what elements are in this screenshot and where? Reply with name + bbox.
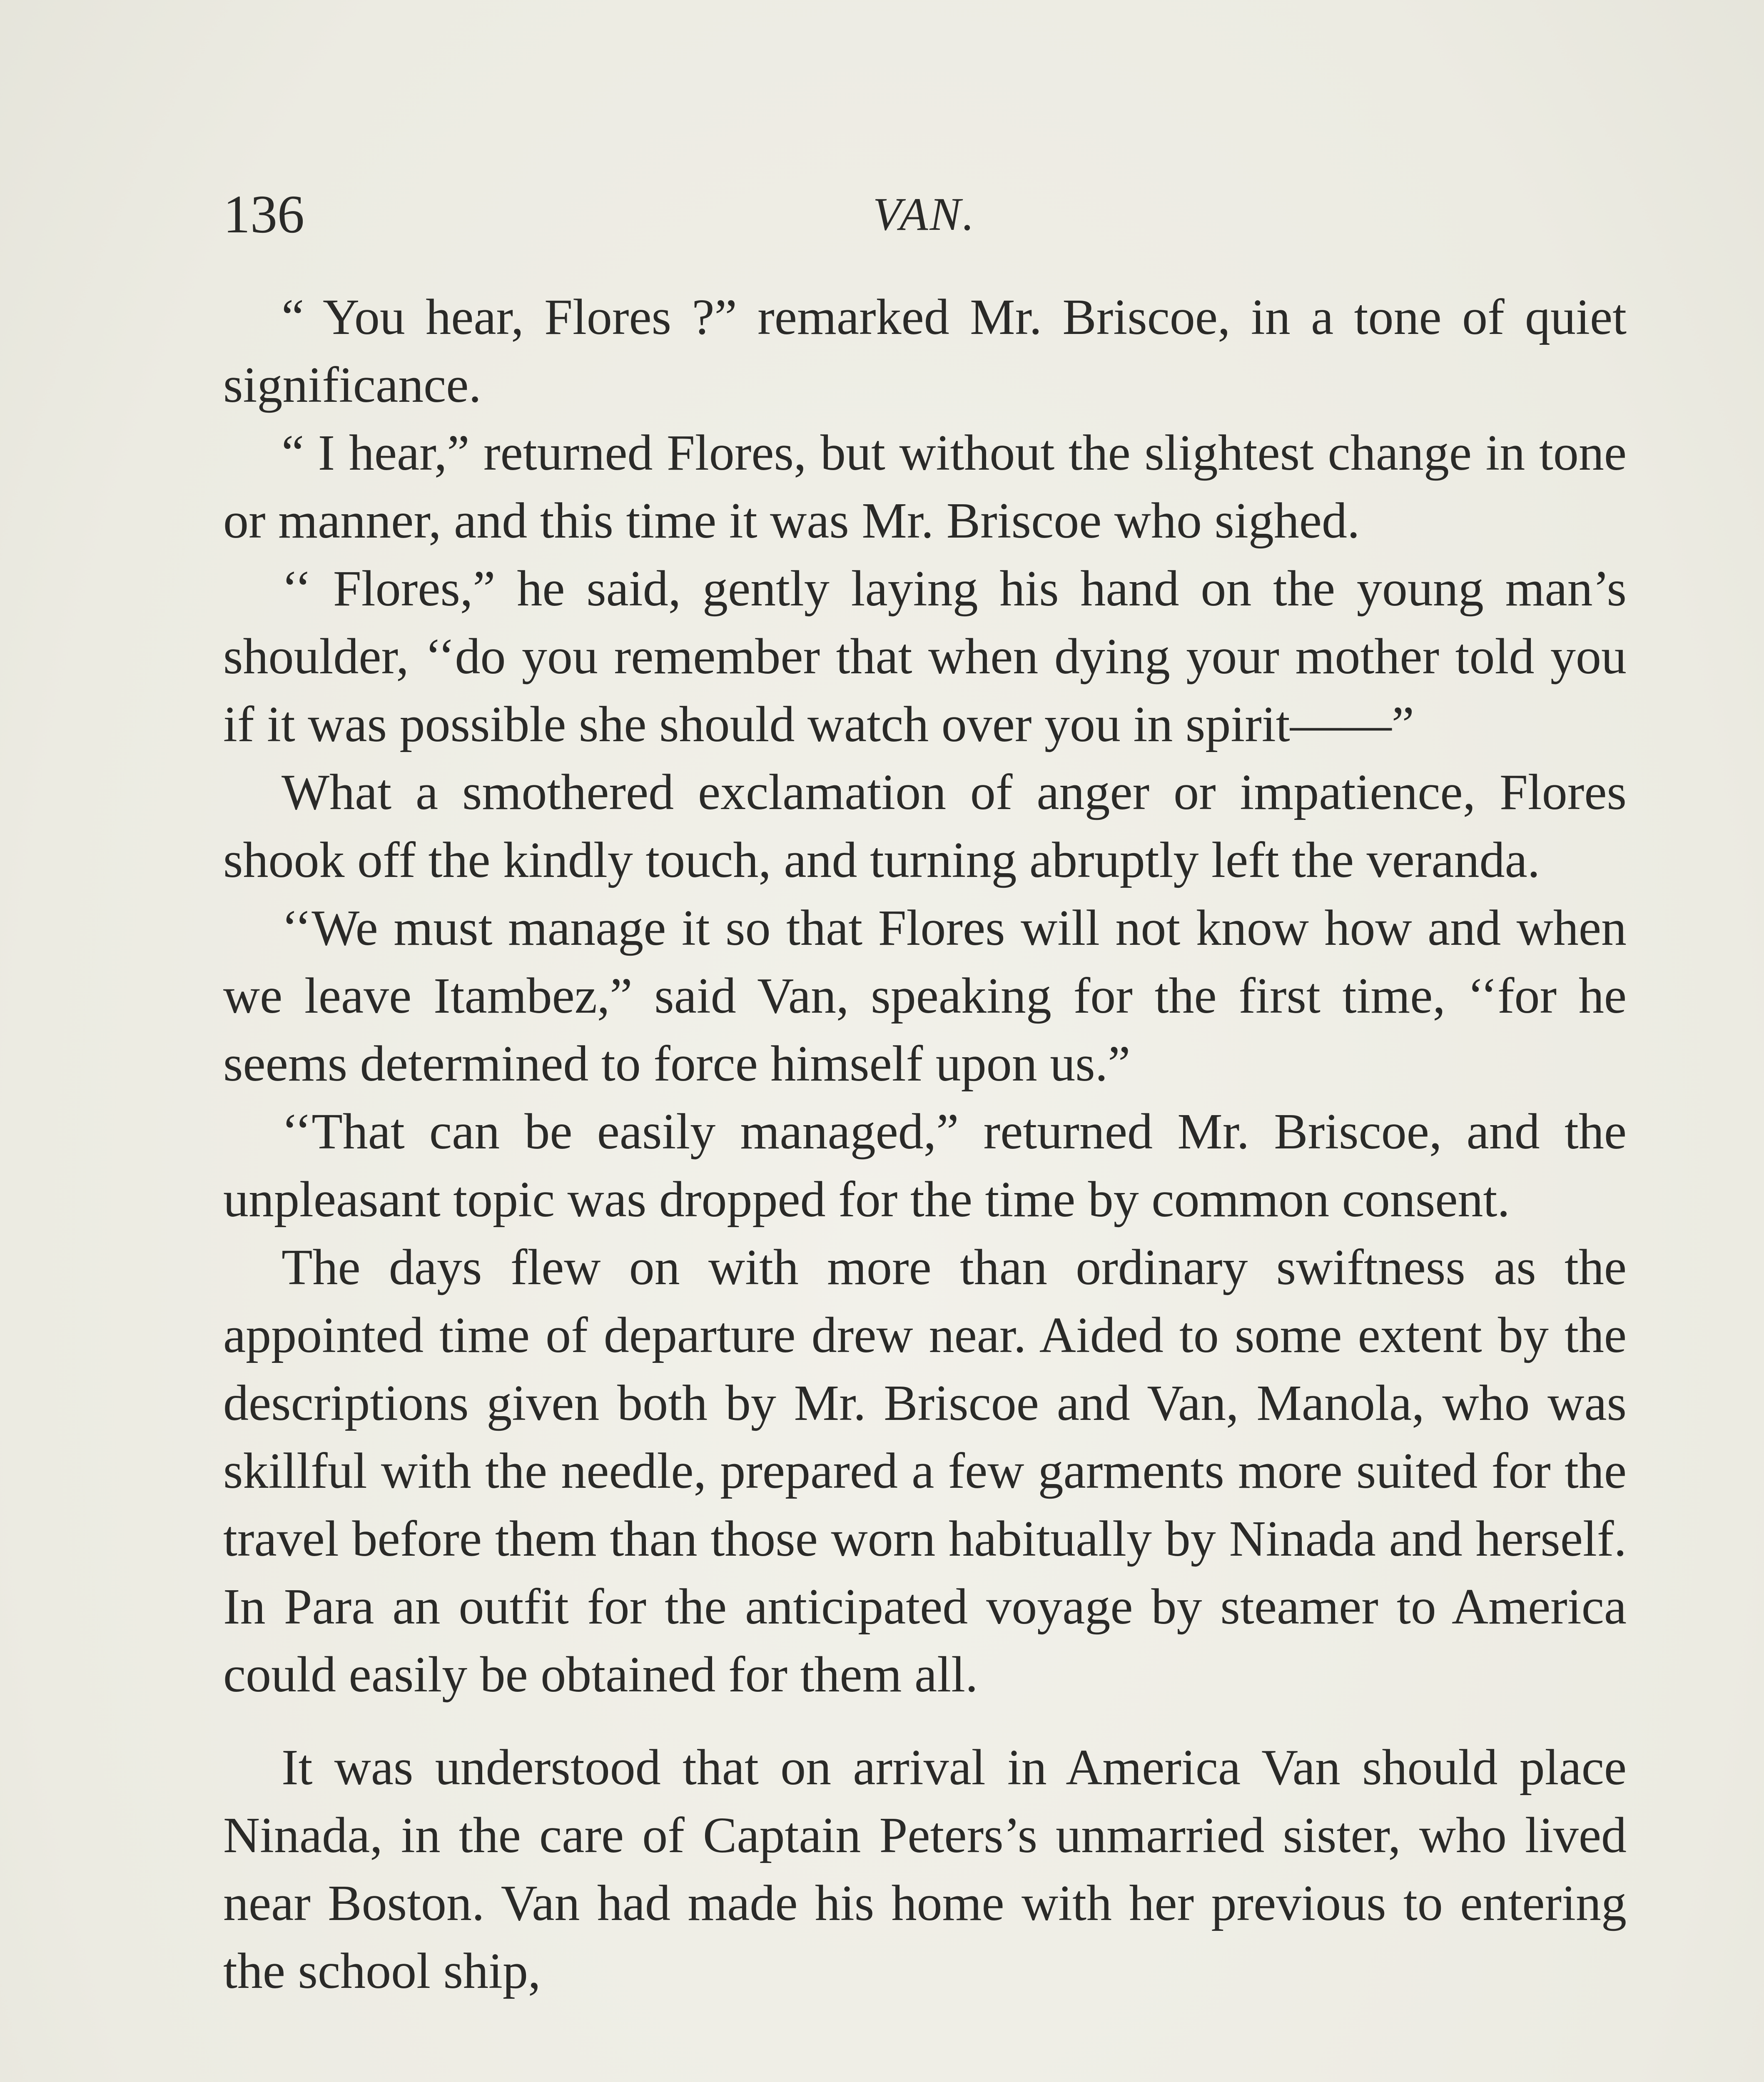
paragraph: ‘‘That can be easily managed,” returned Mr. Briscoe, and the unpleasant topic was dropped for the time by common consent.: [223, 1103, 1627, 1228]
paragraph: ‘‘We must manage it so that Flores will not know how and when we leave Itambez,” said Van, speaking for the first time, ‘‘for he seems determined to force himself upon us.”: [223, 900, 1627, 1092]
paragraph: ‘‘ Flores,” he said, gently laying his hand on the young man’s shoulder, ‘‘do you remember that when dying your mother told you if it was possible she should watch over you in spirit——”: [223, 560, 1627, 752]
paragraph: “ You hear, Flores ?” remarked Mr. Briscoe, in a tone of quiet significance.: [223, 289, 1627, 413]
page-number: 136: [223, 184, 304, 244]
paragraph: What a smothered exclamation of anger or impatience, Flores shook off the kindly touch, and turning abruptly left the veranda.: [223, 764, 1627, 888]
running-title: VAN.: [873, 189, 976, 240]
paragraph: The days flew on with more than ordinary swiftness as the appointed time of departure drew near. Aided to some extent by the descriptions given both by Mr. Briscoe and Van, Manola, who was skillful with the needle, prepared a few garments more suited for the travel before them than those worn habitually by Ninada and herself. In Para an outfit for the anticipated voyage by steamer to America could easily be obtained for them all.: [223, 1239, 1627, 1703]
paragraph: “ I hear,” returned Flores, but without the slightest change in tone or manner, and this time it was Mr. Briscoe who sighed.: [223, 425, 1627, 549]
page-header: [223, 175, 1627, 258]
paragraph: It was understood that on arrival in America Van should place Ninada, in the care of Captain Peters’s unmarried sister, who lived near Boston. Van had made his home with her previous to entering the school ship,: [223, 1739, 1627, 1999]
body-text: [223, 283, 1627, 2005]
